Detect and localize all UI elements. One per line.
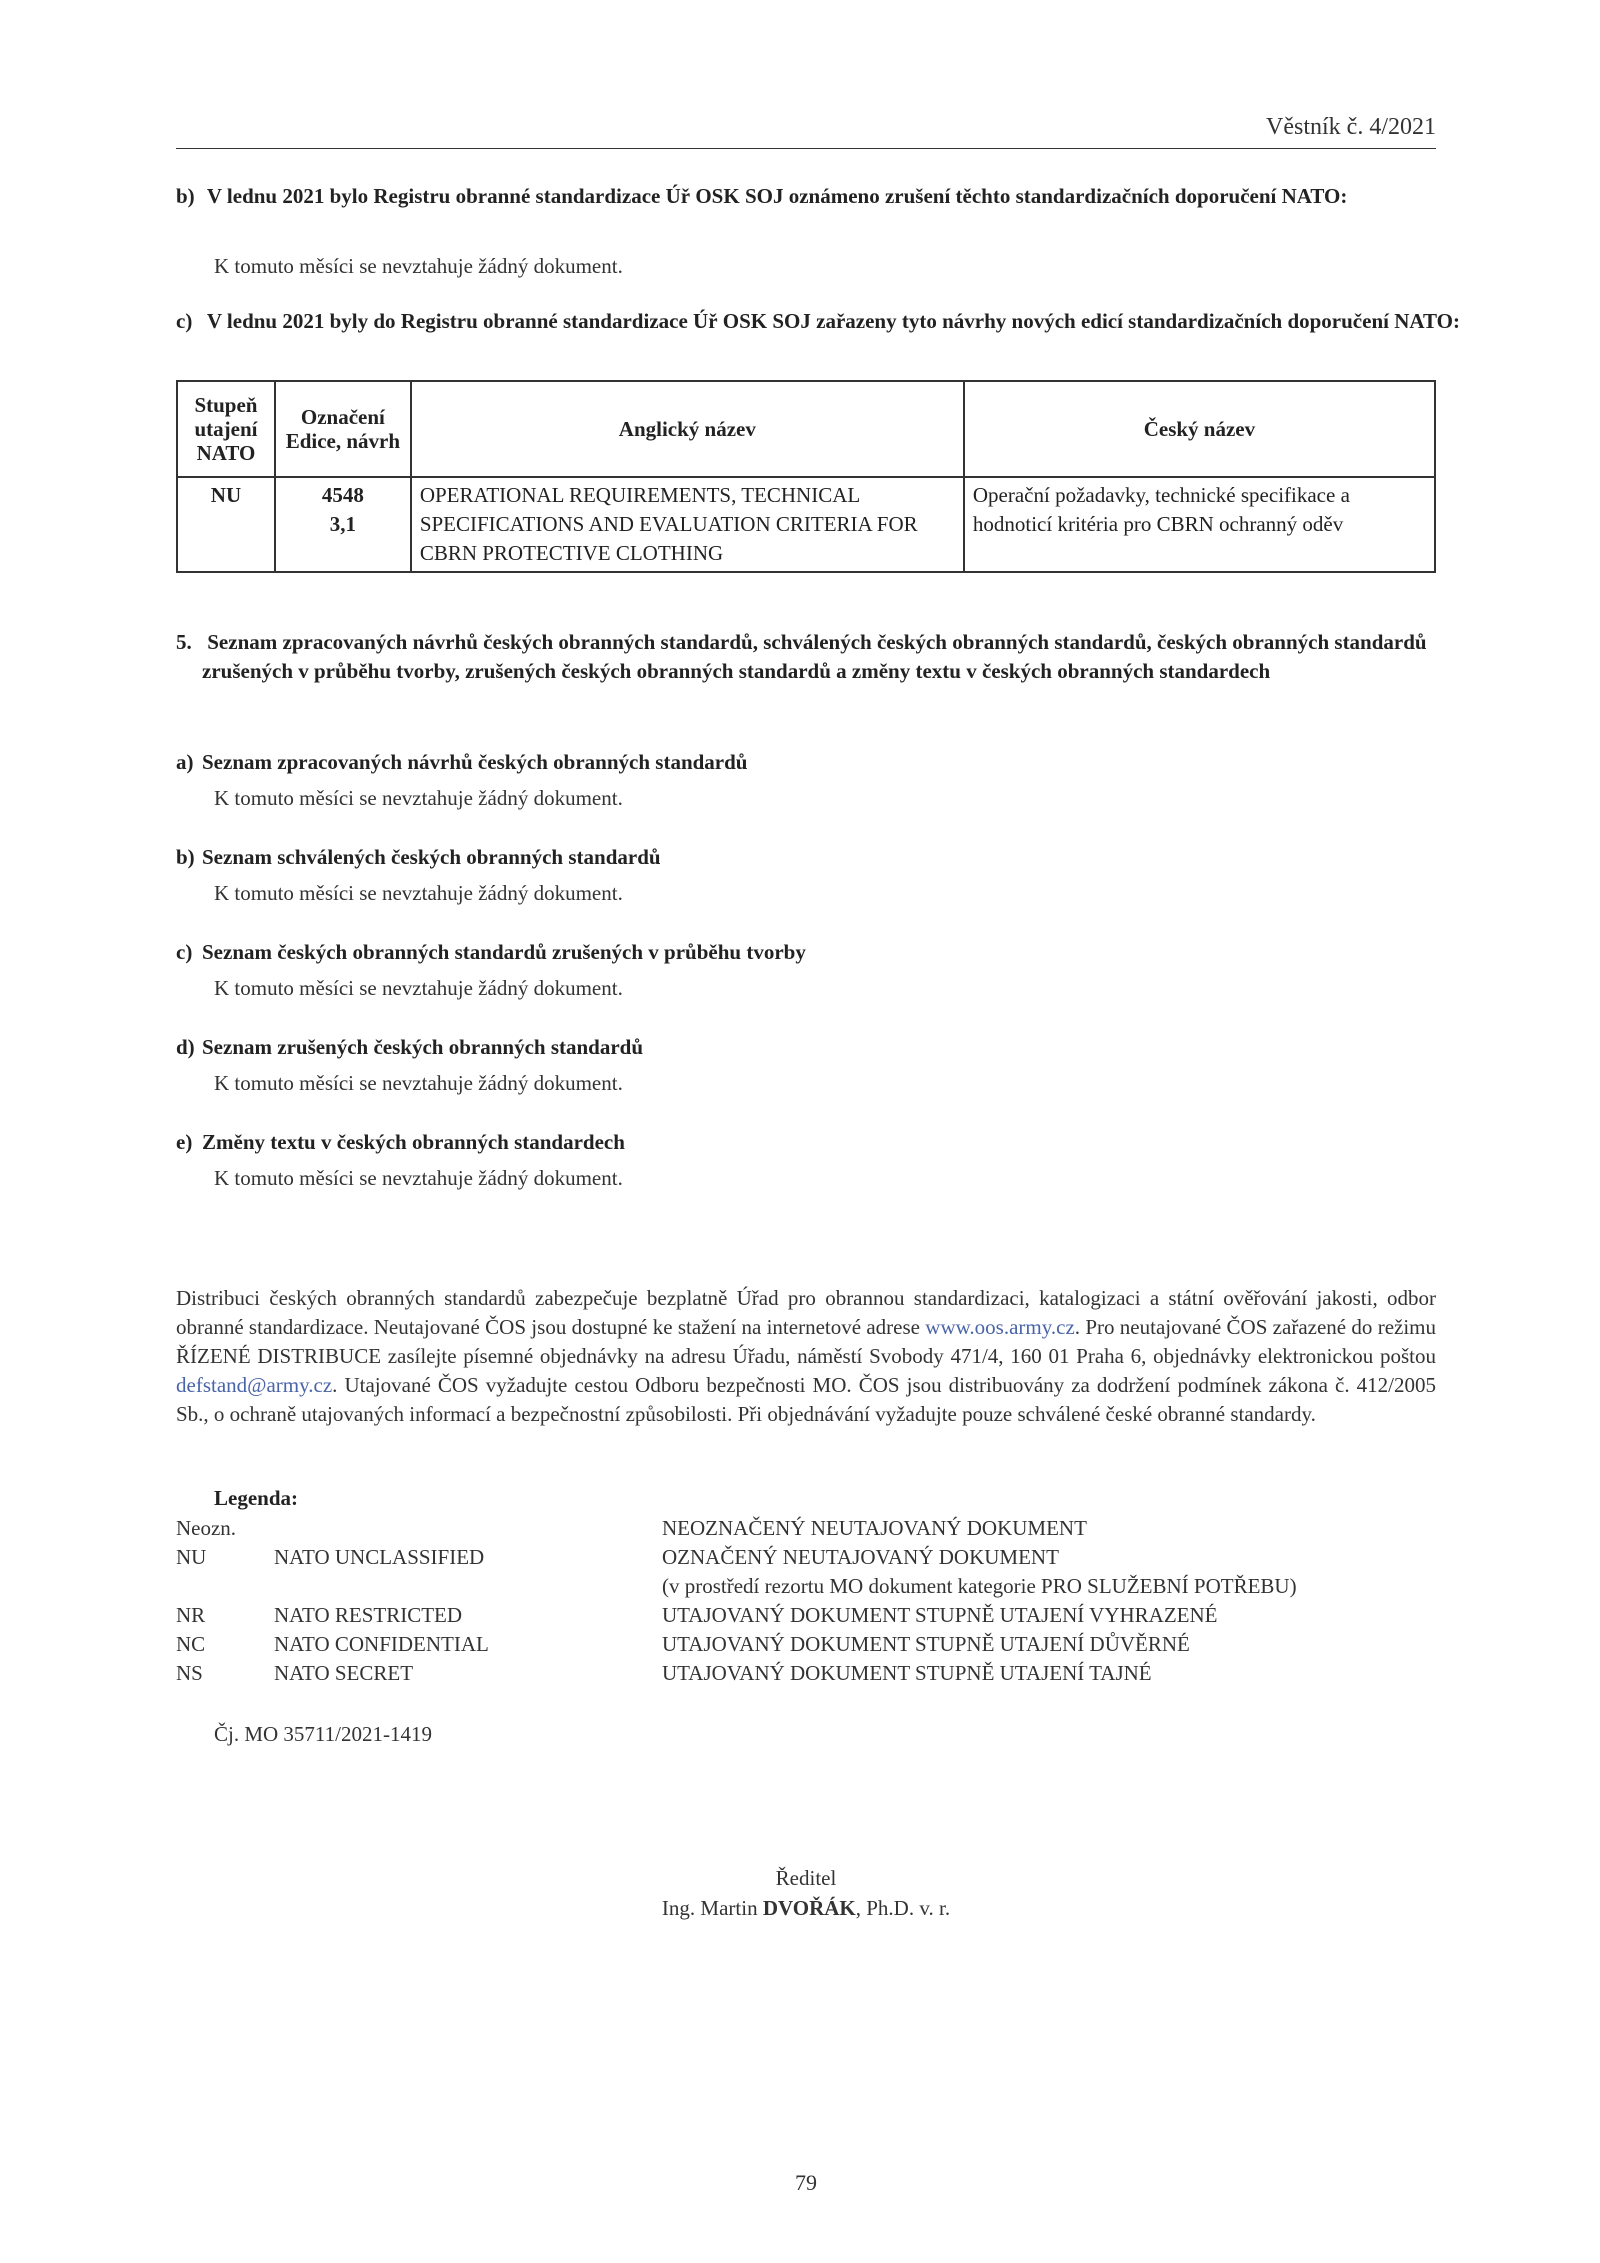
section-b-heading-text: V lednu 2021 bylo Registru obranné standardizace Úř OSK SOJ oznámeno zrušení těchto standardizačních doporučení NATO: [206,184,1348,208]
legend-title: Legenda: [214,1486,298,1510]
section-5-label: 5. [176,630,192,654]
cell-classification: NU [177,477,275,572]
section-b-text: K tomuto měsíci se nevztahuje žádný dokument. [214,254,623,278]
subsection-a-heading: a) Seznam zpracovaných návrhů českých obranných standardů [176,750,748,774]
subsection-b-heading: b) Seznam schválených českých obranných standardů [176,845,661,869]
signature-surname: DVOŘÁK [762,1896,856,1920]
section-b-heading [176,182,1462,211]
table-header-row [177,381,1435,477]
subsection-c-text: K tomuto měsíci se nevztahuje žádný dokument. [214,976,623,1000]
header-designation: Označení Edice, návrh [275,381,411,477]
page-number: 79 [795,2170,817,2195]
section-b-label: b) [176,184,195,208]
document-page [176,0,1460,2263]
legend-row: NS NATO SECRET UTAJOVANÝ DOKUMENT STUPNĚ UTAJENÍ TAJNÉ [176,1661,1152,1685]
subsection-d-heading: d) Seznam zrušených českých obranných standardů [176,1035,644,1059]
section-5-heading [176,628,1462,686]
table-row [177,477,1435,572]
legend-row: (v prostředí rezortu MO dokument kategorie PRO SLUŽEBNÍ POTŘEBU) [662,1574,1297,1598]
section-5-heading-text: Seznam zpracovaných návrhů českých obranných standardů, schválených českých obranných standardů, českých obranných standardů zrušených v průběhu tvorby, zrušených českých obranných standardů a změny textu v českých obranných standardech [202,630,1427,683]
cell-edition: 3,1 [329,512,356,536]
cell-stanag-number: 4548 [321,483,364,507]
section-c-heading [176,307,1462,336]
subsection-b-text: K tomuto měsíci se nevztahuje žádný dokument. [214,881,623,905]
subsection-e-text: K tomuto měsíci se nevztahuje žádný dokument. [214,1166,623,1190]
legend-table [176,1516,1436,1690]
oos-website-link[interactable]: www.oos.army.cz [925,1315,1075,1339]
legend-row: NR NATO RESTRICTED UTAJOVANÝ DOKUMENT STUPNĚ UTAJENÍ VYHRAZENÉ [176,1603,1218,1627]
section-c-heading-text: V lednu 2021 byly do Registru obranné standardizace Úř OSK SOJ zařazeny tyto návrhy nových edicí standardizačních doporučení NATO: [206,309,1460,333]
signature-role: Ředitel [775,1866,837,1890]
journal-issue-title: Věstník č. 4/2021 [1266,114,1436,140]
legend-row: NC NATO CONFIDENTIAL UTAJOVANÝ DOKUMENT STUPNĚ UTAJENÍ DŮVĚRNÉ [176,1632,1190,1656]
section-c-label: c) [176,309,193,333]
header-czech-title: Český název [964,381,1435,477]
cell-designation [275,477,411,572]
cell-english-title: OPERATIONAL REQUIREMENTS, TECHNICAL SPECIFICATIONS AND EVALUATION CRITERIA FOR CBRN PROTECTIVE CLOTHING [411,477,964,572]
reference-number: Čj. MO 35711/2021-1419 [214,1722,432,1746]
header-classification: Stupeň utajení NATO [177,381,275,477]
nato-standards-table [176,380,1436,573]
subsection-e-heading: e) Změny textu v českých obranných standardech [176,1130,625,1154]
subsection-a-text: K tomuto měsíci se nevztahuje žádný dokument. [214,786,623,810]
subsection-c-heading: c) Seznam českých obranných standardů zrušených v průběhu tvorby [176,940,806,964]
legend-row: Neozn. NEOZNAČENÝ NEUTAJOVANÝ DOKUMENT [176,1516,1087,1540]
header-english-title: Anglický název [411,381,964,477]
subsection-d-text: K tomuto měsíci se nevztahuje žádný dokument. [214,1071,623,1095]
legend-row: NU NATO UNCLASSIFIED OZNAČENÝ NEUTAJOVANÝ DOKUMENT [176,1545,1059,1569]
cell-czech-title: Operační požadavky, technické specifikace a hodnoticí kritéria pro CBRN ochranný oděv [964,477,1435,572]
distribution-paragraph: Distribuci českých obranných standardů zabezpečuje bezplatně Úřad pro obrannou standardizaci, katalogizaci a státní ověřování jakosti, odbor obranné standardizace. Neutajované ČOS jsou dostupné ke stažení na internetové adrese www.oos.army.cz. Pro neutajované ČOS zařazené do režimu ŘÍZENÉ DISTRIBUCE zasílejte písemné objednávky na adresu Úřadu, náměstí Svobody 471/4, 160 01 Praha 6, objednávky elektronickou poštou defstand@army.cz. Utajované ČOS vyžadujte cestou Odboru bezpečnosti MO. ČOS jsou distribuovány za dodržení podmínek zákona č. 412/2005 Sb., o ochraně utajovaných informací a bezpečnostní způsobilosti. Při objednávání vyžadujte pouze schválené české obranné standardy. [176,1286,1437,1426]
signature-name: Ing. Martin DVOŘÁK, Ph.D. v. r. [661,1896,951,1920]
defstand-email-link[interactable]: defstand@army.cz [176,1373,333,1397]
page-header [176,112,1436,149]
